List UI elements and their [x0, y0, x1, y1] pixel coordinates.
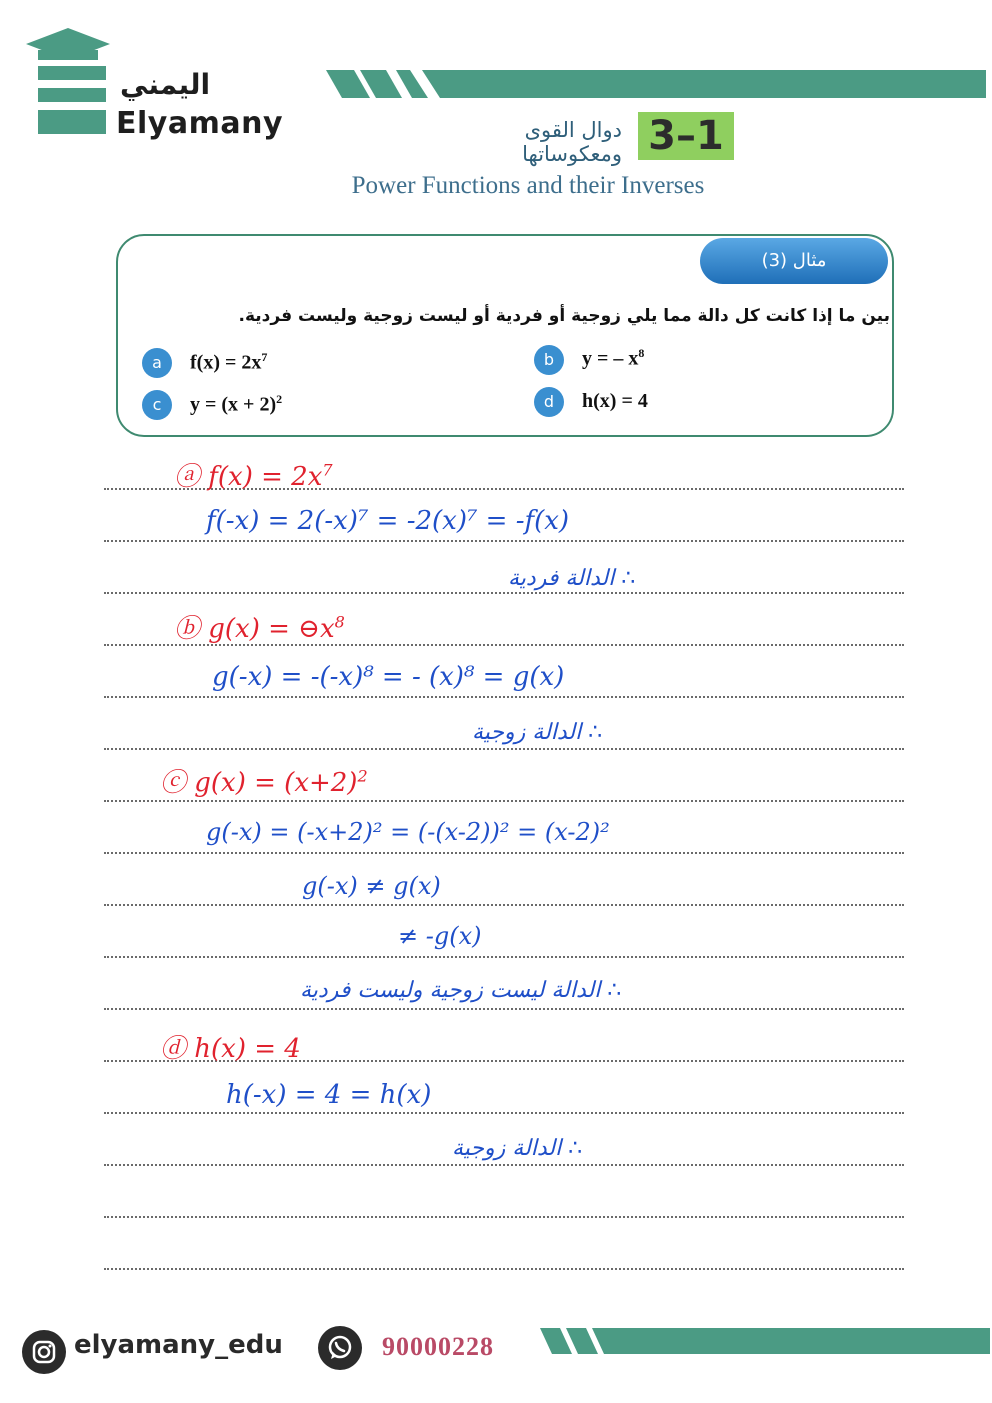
instagram-handle: elyamany_edu [74, 1330, 283, 1360]
option-d-badge: d [534, 387, 564, 417]
option-c-text: $y = (x + 2)^2$ [190, 392, 283, 416]
option-a-text: $f(x) = 2x^7$ [190, 350, 268, 374]
solution-c-line2: g(-x) = (-x+2)² = (-(x-2))² = (x-2)² [206, 818, 610, 846]
ruled-line [104, 696, 904, 698]
option-a-badge: a [142, 348, 172, 378]
ruled-line [104, 800, 904, 802]
whatsapp-icon [318, 1326, 362, 1370]
solution-b-line2: g(-x) = -(-x)⁸ = - (x)⁸ = g(x) [212, 662, 565, 692]
option-b-text: y = – $x^8$ [582, 346, 645, 370]
ruled-line [104, 1164, 904, 1166]
ruled-line [104, 1112, 904, 1114]
solution-d-line1: ⓓ h(x) = 4 [160, 1034, 301, 1064]
logo-english: Elyamany [116, 106, 283, 141]
solution-a-line1: ⓐ $f(x) = 2x^7$ [174, 460, 333, 492]
ruled-line [104, 748, 904, 750]
footer-stripe [540, 1328, 990, 1354]
example-instruction: بين ما إذا كانت كل دالة مما يلي زوجية أو فردية أو ليست زوجية وليست فردية. [238, 306, 890, 326]
option-b-badge: b [534, 345, 564, 375]
ruled-line [104, 592, 904, 594]
ruled-line [104, 956, 904, 958]
solution-b-conclusion: ∴ الدالة زوجية [472, 720, 603, 745]
ruled-line [104, 1268, 904, 1270]
solution-d-conclusion: ∴ الدالة زوجية [452, 1136, 583, 1161]
solution-a-conclusion: ∴ الدالة فردية [508, 566, 636, 591]
solution-d-line2: h(-x) = 4 = h(x) [226, 1080, 432, 1110]
option-d-text: h(x) = 4 [582, 390, 648, 412]
solution-c-line1: ⓒ $g(x) = (x+2)^2$ [160, 766, 368, 798]
phone-number: 90000228 [382, 1332, 494, 1361]
solution-b-line1: ⓑ $g(x) = ⊖x^8$ [174, 612, 345, 644]
instagram-icon [22, 1330, 66, 1374]
lesson-title-english: Power Functions and their Inverses [351, 172, 705, 199]
ruled-line [104, 852, 904, 854]
solution-c-line3: g(-x) ≠ g(x) [302, 872, 441, 900]
lesson-number: 3–1 [638, 112, 734, 160]
example-tag: مثال (3) [700, 238, 888, 284]
solution-c-line4: ≠ -g(x) [398, 922, 482, 950]
ruled-line [104, 904, 904, 906]
logo-graphic [22, 24, 114, 140]
solution-a-line2: f(-x) = 2(-x)⁷ = -2(x)⁷ = -f(x) [206, 506, 570, 536]
ruled-line [104, 1216, 904, 1218]
ruled-line [104, 540, 904, 542]
logo-arabic: اليمني [120, 68, 211, 101]
solution-c-conclusion: ∴ الدالة ليست زوجية وليست فردية [300, 978, 622, 1003]
ruled-line [104, 1008, 904, 1010]
option-c-badge: c [142, 390, 172, 420]
lesson-title-arabic: دوال القوى ومعكوساتها [522, 118, 622, 166]
header-stripe [326, 70, 986, 98]
